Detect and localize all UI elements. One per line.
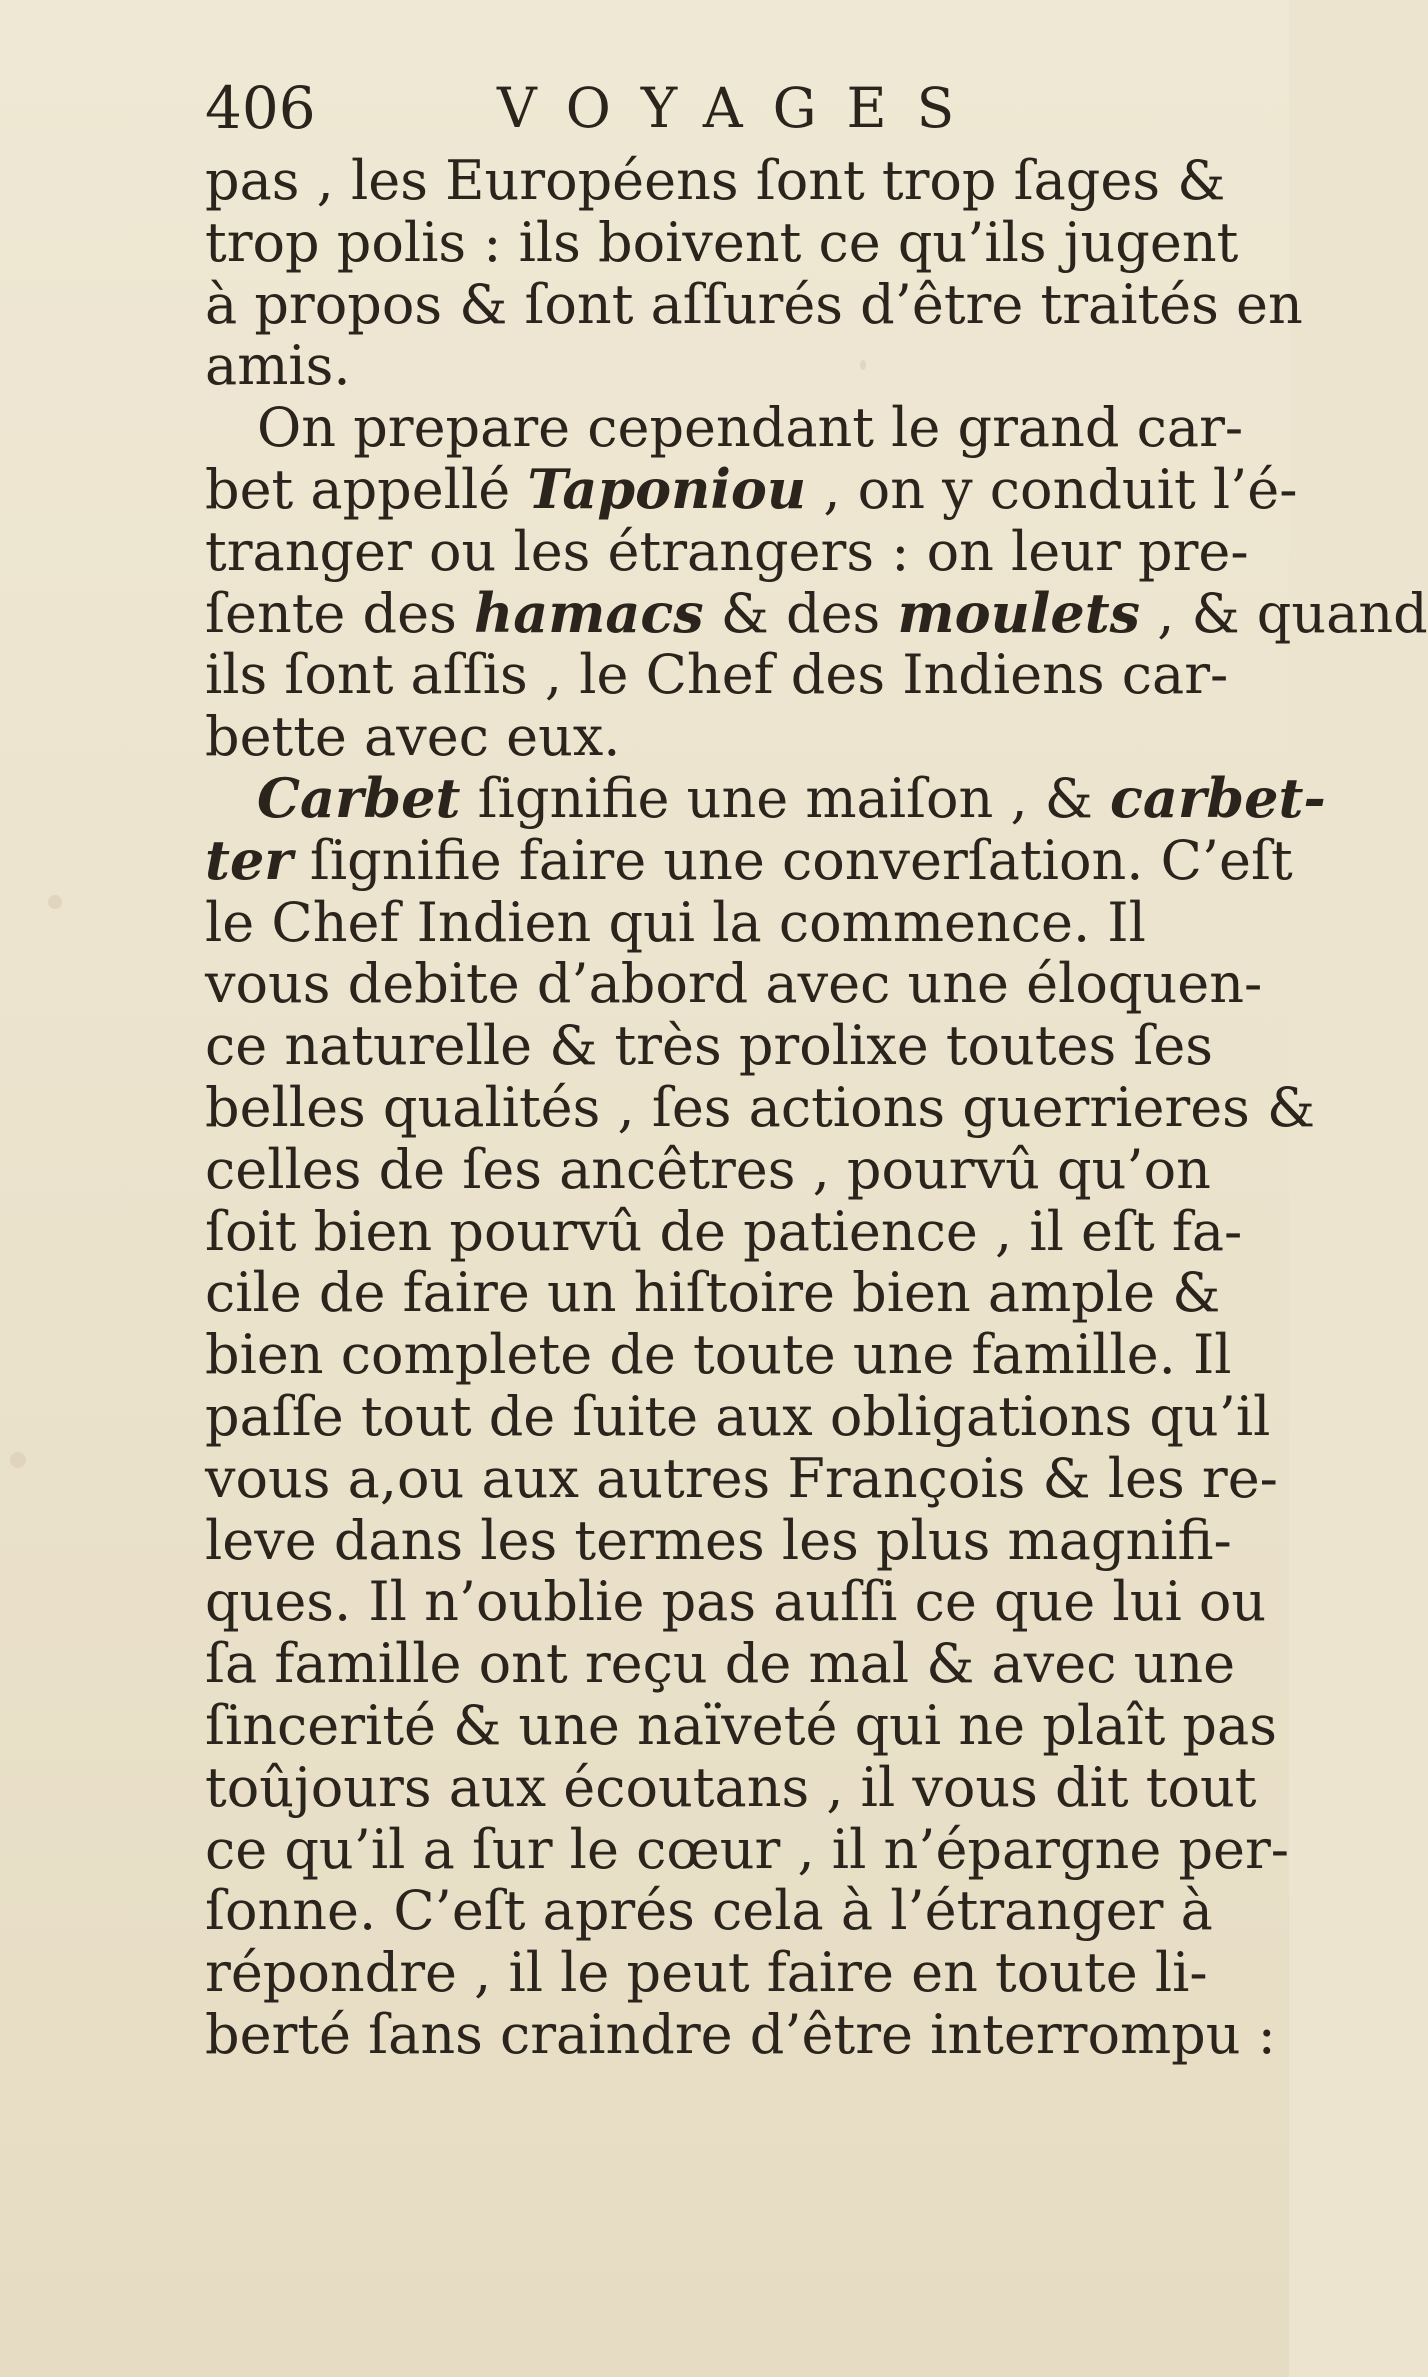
text-line: celles de ſes ancêtres , pourvû qu’on — [205, 1137, 1211, 1201]
text-line: berté ſans craindre d’être interrompu : — [205, 2002, 1276, 2066]
text-line: ter ſignifie faire une converſation. C’eſt — [205, 827, 1293, 892]
page-number: 406 — [205, 74, 316, 142]
text-line: ques. Il n’oublie pas auſſi ce que lui ou — [205, 1570, 1267, 1634]
text-line: répondre , il le peut faire en toute li- — [205, 1941, 1208, 2005]
text-line: leve dans les termes les plus magnifi- — [205, 1508, 1232, 1572]
text-line: Carbet ſignifie une maiſon , & carbet- — [257, 765, 1326, 830]
italic-word: Taponiou — [527, 456, 807, 521]
text-line: bien complete de toute une famille. Il — [205, 1323, 1232, 1387]
text-line: le Chef Indien qui la commence. Il — [205, 890, 1146, 954]
text-line: ce naturelle & très prolixe toutes ſes — [205, 1014, 1214, 1078]
italic-word: moulets — [897, 580, 1141, 645]
text-line: paſſe tout de ſuite aux obligations qu’il — [205, 1384, 1271, 1448]
text-line: ſente des hamacs & des moulets , & quand — [205, 580, 1428, 645]
text-line: ſincerité & une naïveté qui ne plaît pas — [205, 1693, 1277, 1757]
text-line: à propos & ſont aſſurés d’être traités en — [205, 272, 1303, 336]
italic-word: Carbet — [257, 765, 461, 830]
page-header — [205, 68, 1085, 148]
text-line: vous a,ou aux autres François & les re- — [205, 1446, 1278, 1510]
text-line: trop polis : ils boivent ce qu’ils jugent — [205, 210, 1239, 274]
paper-spot — [48, 895, 62, 909]
text-line: ſa famille ont reçu de mal & avec une — [205, 1632, 1236, 1696]
text-line: ce qu’il a ſur le cœur , il n’épargne per- — [205, 1817, 1290, 1881]
running-title: VOYAGES — [497, 76, 985, 140]
text-line: vous debite d’abord avec une éloquen- — [205, 952, 1263, 1016]
text-line: bet appellé Taponiou , on y conduit l’é- — [205, 456, 1298, 521]
body-text — [205, 149, 1428, 2066]
text-line: amis. — [205, 334, 351, 398]
text-line: ils ſont aſſis , le Chef des Indiens car- — [205, 643, 1229, 707]
text-line: bette avec eux. — [205, 705, 621, 769]
text-line: tranger ou les étrangers : on leur pre- — [205, 519, 1249, 583]
text-line: toûjours aux écoutans , il vous dit tout — [205, 1755, 1257, 1819]
text-line: ſoit bien pourvû de patience , il eſt fa- — [205, 1199, 1243, 1263]
text-line: belles qualités , ſes actions guerrieres & — [205, 1075, 1316, 1139]
italic-word: hamacs — [473, 580, 704, 645]
italic-word: carbet- — [1110, 765, 1326, 830]
text-line: cile de faire un hiſtoire bien ample & — [205, 1261, 1221, 1325]
text-line: ſonne. C’eſt aprés cela à l’étranger à — [205, 1879, 1213, 1943]
text-line: pas , les Européens ſont trop ſages & — [205, 149, 1226, 212]
italic-word: ter — [205, 827, 293, 892]
paper-spot — [10, 1452, 26, 1468]
text-line: On prepare cependant le grand car- — [257, 396, 1244, 460]
